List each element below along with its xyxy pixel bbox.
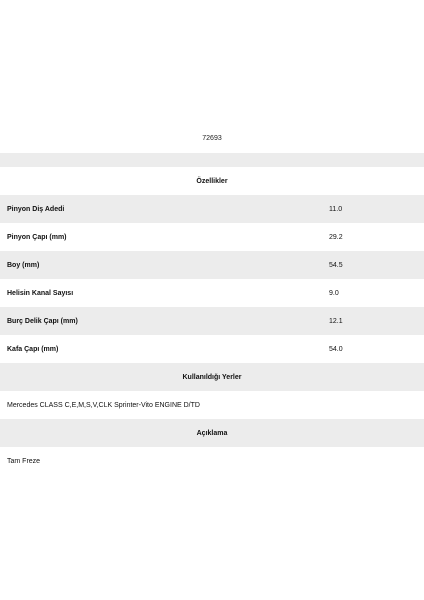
spec-sheet xyxy=(0,153,424,475)
spec-value: 29.2 xyxy=(329,233,343,241)
spec-value: 54.5 xyxy=(329,261,343,269)
spec-value: 12.1 xyxy=(329,317,343,325)
usage-header xyxy=(0,363,424,391)
spec-value: 54.0 xyxy=(329,345,343,353)
spec-row xyxy=(0,223,424,251)
spec-label: Burç Delik Çapı (mm) xyxy=(7,317,78,325)
usage-title: Kullanıldığı Yerler xyxy=(182,373,242,381)
divider-band xyxy=(0,153,424,167)
spec-label: Pinyon Diş Adedi xyxy=(7,205,65,213)
spec-row xyxy=(0,195,424,223)
spec-label: Kafa Çapı (mm) xyxy=(7,345,59,353)
spec-row xyxy=(0,251,424,279)
description-row xyxy=(0,447,424,475)
features-title: Özellikler xyxy=(196,177,228,185)
spec-row xyxy=(0,279,424,307)
spec-label: Boy (mm) xyxy=(7,261,40,269)
features-header xyxy=(0,167,424,195)
spec-label: Helisin Kanal Sayısı xyxy=(7,289,74,297)
description-text: Tam Freze xyxy=(7,457,41,465)
description-header xyxy=(0,419,424,447)
spec-row xyxy=(0,307,424,335)
spec-value: 9.0 xyxy=(329,289,339,297)
spec-label: Pinyon Çapı (mm) xyxy=(7,233,67,241)
usage-row xyxy=(0,391,424,419)
spec-row xyxy=(0,335,424,363)
description-title: Açıklama xyxy=(196,429,228,437)
product-code: 72693 xyxy=(202,135,222,142)
usage-text: Mercedes CLASS C,E,M,S,V,CLK Sprinter-Vito ENGINE D/TD xyxy=(7,401,200,409)
spec-value: 11.0 xyxy=(329,205,343,213)
